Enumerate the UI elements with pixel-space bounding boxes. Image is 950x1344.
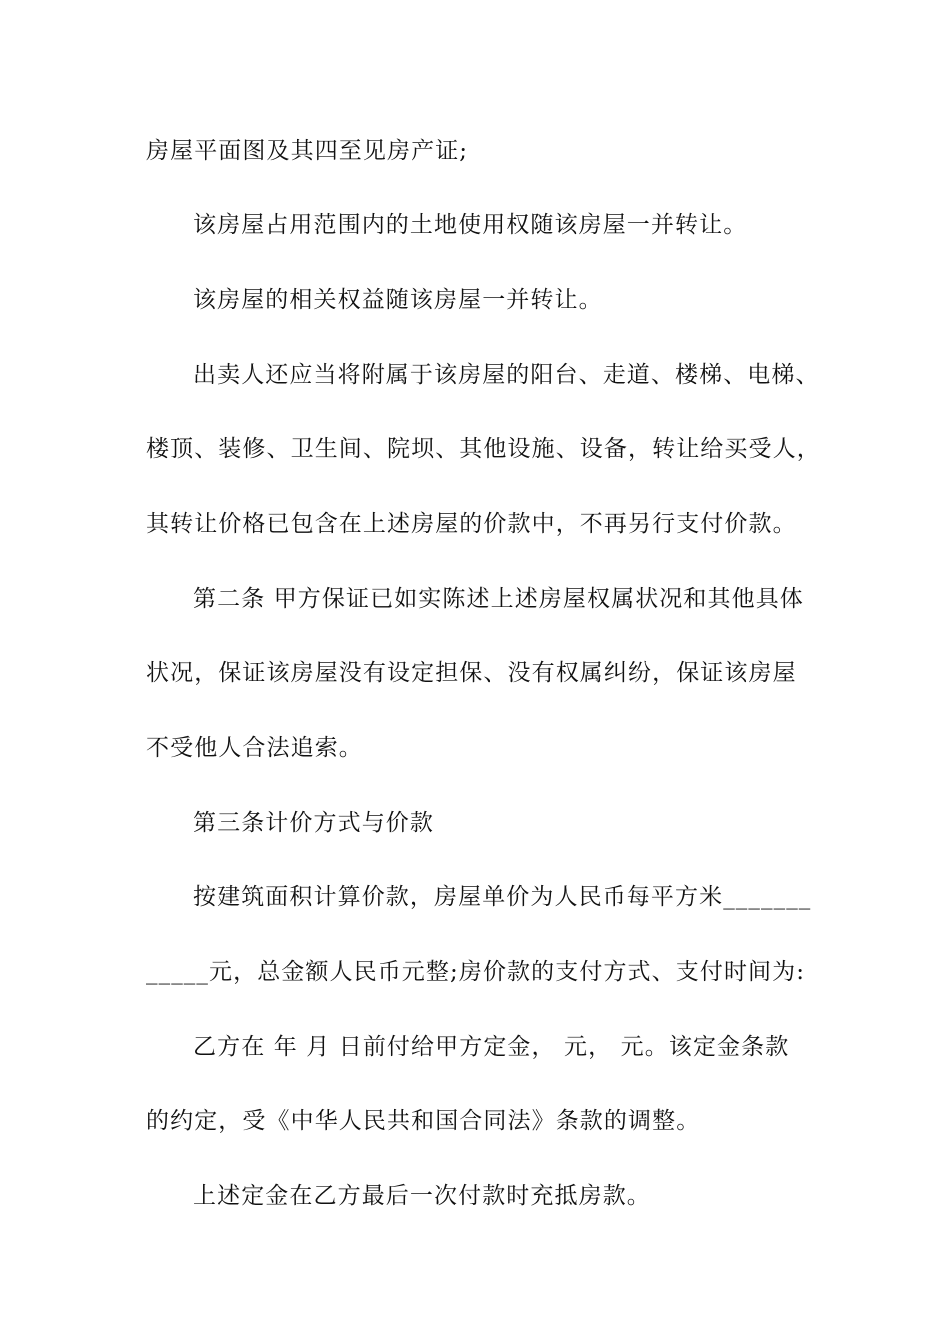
paragraph-line: 上述定金在乙方最后一次付款时充抵房款。 (193, 1183, 651, 1209)
article-2-line: 第二条 甲方保证已如实陈述上述房屋权属状况和其他具体 (193, 586, 804, 612)
paragraph-line: 其转让价格已包含在上述房屋的价款中，不再另行支付价款。 (146, 511, 797, 537)
paragraph-line: 状况，保证该房屋没有设定担保、没有权属纠纷，保证该房屋 (146, 660, 797, 686)
paragraph-line: 按建筑面积计算价款，房屋单价为人民币每平方米_______ (193, 884, 812, 910)
paragraph-line: 乙方在 年 月 日前付给甲方定金， 元， 元。该定金条款 (193, 1034, 790, 1060)
article-3-heading: 第三条计价方式与价款 (193, 810, 434, 836)
paragraph-line: 不受他人合法追索。 (146, 735, 363, 761)
paragraph-line: 该房屋占用范围内的土地使用权随该房屋一并转让。 (193, 212, 748, 238)
paragraph-line: 的约定，受《中华人民共和国合同法》条款的调整。 (146, 1108, 701, 1134)
paragraph-line: 房屋平面图及其四至见房产证; (146, 138, 469, 164)
paragraph-line: _____元，总金额人民币元整;房价款的支付方式、支付时间为: (146, 959, 806, 985)
paragraph-line: 该房屋的相关权益随该房屋一并转让。 (193, 287, 603, 313)
paragraph-line: 楼顶、装修、卫生间、院坝、其他设施、设备，转让给买受人， (146, 436, 821, 462)
paragraph-line: 出卖人还应当将附属于该房屋的阳台、走道、楼梯、电梯、 (193, 362, 820, 388)
